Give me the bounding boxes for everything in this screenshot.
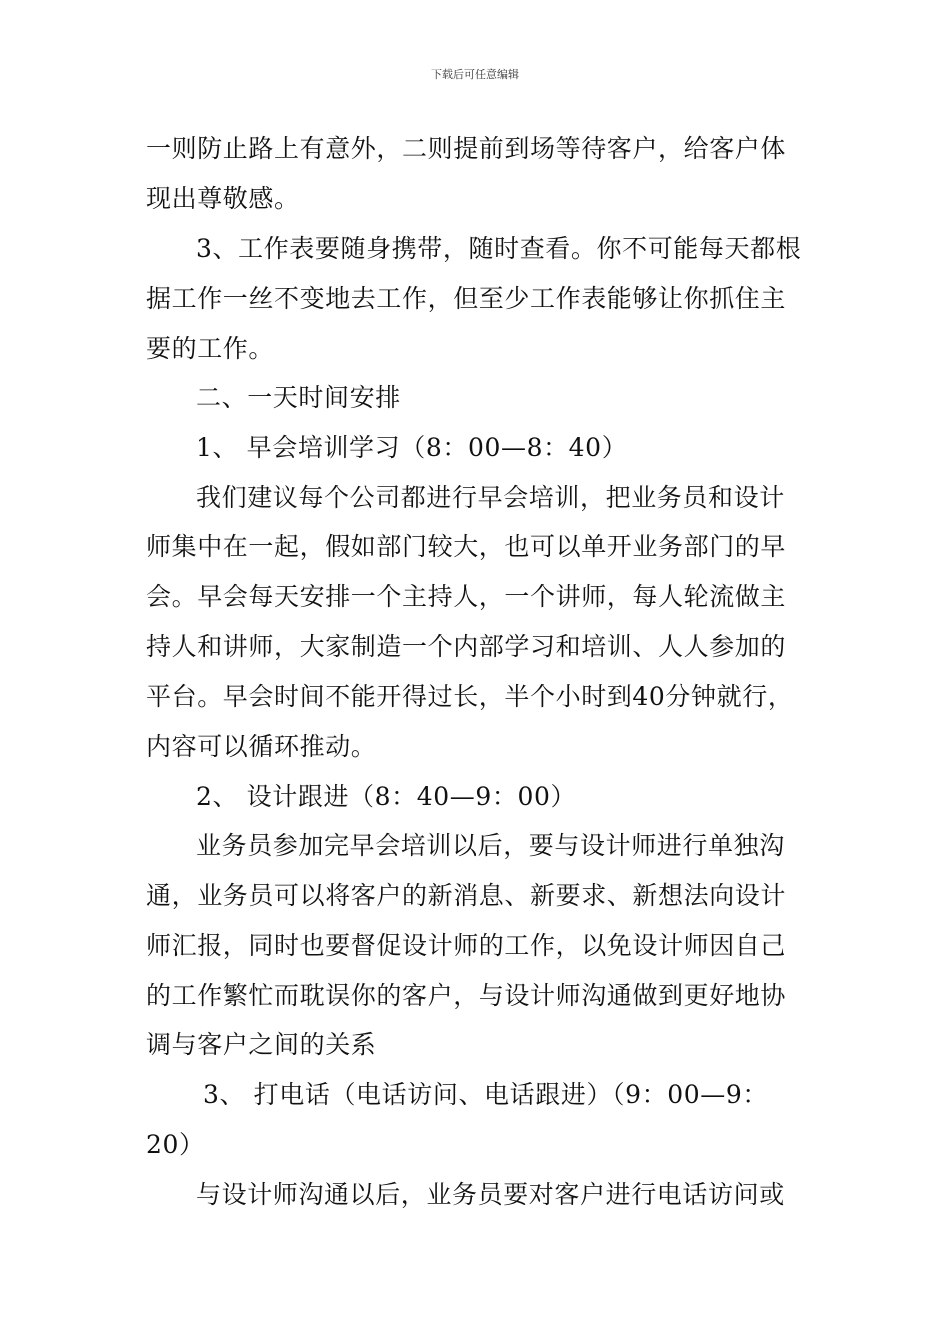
text-line: 我们建议每个公司都进行早会培训，把业务员和设计 — [196, 483, 785, 512]
text-line: 业务员参加完早会培训以后，要与设计师进行单独沟 — [196, 831, 785, 860]
text-line: 平台。早会时间不能开得过长，半个小时到40分钟就行， — [146, 682, 794, 711]
text-line: 会。早会每天安排一个主持人，一个讲师，每人轮流做主 — [146, 582, 787, 611]
text-line: 师集中在一起，假如部门较大，也可以单开业务部门的早 — [146, 532, 787, 561]
text-line: 持人和讲师，大家制造一个内部学习和培训、人人参加的 — [146, 632, 787, 661]
text-line: 调与客户之间的关系 — [146, 1030, 377, 1059]
text-line: 一则防止路上有意外，二则提前到场等待客户，给客户体 — [146, 134, 787, 163]
text-line: 的工作繁忙而耽误你的客户，与设计师沟通做到更好地协 — [146, 981, 787, 1010]
section-heading: 二、一天时间安排 — [196, 383, 401, 412]
subsection-heading: 2、 设计跟进（8：40—9：00） — [196, 782, 577, 811]
subsection-heading: 3、 打电话（电话访问、电话跟进）（9：00—9： — [203, 1080, 768, 1109]
text-line: 要的工作。 — [146, 334, 275, 363]
text-line: 据工作一丝不变地去工作，但至少工作表能够让你抓住主 — [146, 284, 787, 313]
subsection-heading: 1、 早会培训学习（8：00—8：40） — [196, 433, 628, 462]
text-line: 内容可以循环推动。 — [146, 732, 377, 761]
text-line: 3、工作表要随身携带，随时查看。你不可能每天都根 — [196, 234, 802, 263]
text-line: 现出尊敬感。 — [146, 184, 300, 213]
header-note: 下载后可任意编辑 — [431, 68, 519, 81]
text-line: 与设计师沟通以后，业务员要对客户进行电话访问或 — [196, 1180, 785, 1209]
text-line: 师汇报，同时也要督促设计师的工作，以免设计师因自己 — [146, 931, 787, 960]
text-line: 通，业务员可以将客户的新消息、新要求、新想法向设计 — [146, 881, 787, 910]
text-line: 20） — [146, 1130, 205, 1159]
